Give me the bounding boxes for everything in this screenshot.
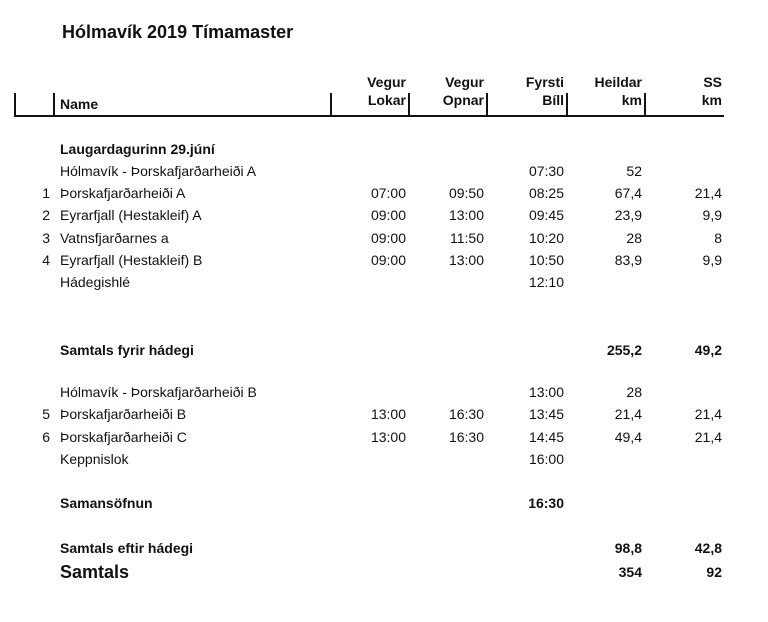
ss-km-cell: 8 [714,230,722,246]
heildar-km-cell: 28 [626,230,642,246]
ss-km-cell: 21,4 [694,185,722,201]
vegur-lokar-cell: 09:00 [370,252,406,268]
heildar-km-cell: 52 [626,163,642,179]
table-row [0,182,768,204]
vegur-lokar-cell: 13:00 [370,429,406,445]
row-name: Þorskafjarðarheiði A [60,185,186,201]
header-vegur-lokar-line1: Vegur [367,74,406,90]
column-divider [330,93,332,116]
table-row [0,204,768,226]
row-number: 3 [42,230,50,246]
table-row [0,381,768,403]
ss-km-cell: 92 [706,564,722,580]
fyrsti-bill-cell: 12:10 [528,274,564,290]
heildar-km-cell: 23,9 [614,207,642,223]
fyrsti-bill-cell: 16:00 [528,451,564,467]
header-heildar-km [572,73,642,109]
table-row [0,138,768,160]
row-number: 2 [42,207,50,223]
heildar-km-cell: 67,4 [614,185,642,201]
column-divider [566,93,568,116]
column-divider [486,93,488,116]
fyrsti-bill-cell: 10:50 [528,252,564,268]
table-row [0,160,768,182]
ss-km-cell: 9,9 [702,207,722,223]
row-name: Hólmavík - Þorskafjarðarheiði A [60,163,257,179]
vegur-lokar-cell: 07:00 [370,185,406,201]
vegur-opnar-cell: 13:00 [448,252,484,268]
header-ss-km-line2: km [701,92,722,108]
row-name: Hádegishlé [60,274,131,290]
fyrsti-bill-cell: 10:20 [528,230,564,246]
column-divider [408,93,410,116]
table-row [0,448,768,470]
column-divider [14,93,16,116]
header-fyrsti-bill [496,73,564,109]
heildar-km-cell: 98,8 [614,540,642,556]
header-fyrsti-bill-line2: Bíll [542,92,564,108]
table-row [0,537,768,559]
row-name: Samansöfnun [60,495,153,511]
vegur-opnar-cell: 09:50 [448,185,484,201]
header-ss-km [652,73,722,109]
header-fyrsti-bill-line1: Fyrsti [525,74,564,90]
vegur-opnar-cell: 16:30 [448,406,484,422]
vegur-opnar-cell: 13:00 [448,207,484,223]
column-divider [644,93,646,116]
fyrsti-bill-cell: 09:45 [528,207,564,223]
header-vegur-lokar [340,73,406,109]
fyrsti-bill-cell: 16:30 [528,495,564,511]
table-row [0,249,768,271]
table-row [0,271,768,293]
row-name: Keppnislok [60,451,129,467]
row-name: Samtals [60,562,130,582]
vegur-lokar-cell: 09:00 [370,230,406,246]
vegur-lokar-cell: 09:00 [370,207,406,223]
vegur-opnar-cell: 11:50 [450,230,484,246]
table-row [0,339,768,361]
row-name: Eyrarfjall (Hestakleif) B [60,252,203,268]
vegur-opnar-cell: 16:30 [448,429,484,445]
ss-km-cell: 49,2 [694,342,722,358]
ss-km-cell: 21,4 [694,429,722,445]
fyrsti-bill-cell: 08:25 [528,185,564,201]
row-number: 4 [42,252,50,268]
heildar-km-cell: 28 [626,384,642,400]
header-heildar-km-line1: Heildar [594,74,642,90]
row-name: Þorskafjarðarheiði C [60,429,187,445]
row-number: 5 [42,406,50,422]
table-row [0,561,768,583]
header-ss-km-line1: SS [703,74,722,90]
header-vegur-lokar-line2: Lokar [367,92,406,108]
table-row [0,492,768,514]
ss-km-cell: 21,4 [694,406,722,422]
row-name: Hólmavík - Þorskafjarðarheiði B [60,384,257,400]
row-number: 6 [42,429,50,445]
table-row [0,227,768,249]
header-vegur-opnar [418,73,484,109]
row-number: 1 [42,185,50,201]
row-name: Þorskafjarðarheiði B [60,406,187,422]
row-name: Laugardagurinn 29.júní [60,141,215,157]
heildar-km-cell: 83,9 [614,252,642,268]
heildar-km-cell: 21,4 [614,406,642,422]
fyrsti-bill-cell: 14:45 [528,429,564,445]
header-name: Name [60,96,99,112]
table-row [0,426,768,448]
header-underline [14,115,724,117]
fyrsti-bill-cell: 13:00 [528,384,564,400]
header-vegur-opnar-line2: Opnar [442,92,484,108]
page-title: Hólmavík 2019 Tímamaster [62,22,294,42]
fyrsti-bill-cell: 07:30 [528,163,564,179]
heildar-km-cell: 354 [618,564,642,580]
row-name: Eyrarfjall (Hestakleif) A [60,207,202,223]
heildar-km-cell: 49,4 [614,429,642,445]
header-vegur-opnar-line1: Vegur [445,74,484,90]
column-divider [53,93,55,116]
ss-km-cell: 42,8 [694,540,722,556]
table-row [0,403,768,425]
fyrsti-bill-cell: 13:45 [528,406,564,422]
row-name: Vatnsfjarðarnes a [60,230,169,246]
heildar-km-cell: 255,2 [606,342,642,358]
ss-km-cell: 9,9 [702,252,722,268]
row-name: Samtals eftir hádegi [60,540,194,556]
header-heildar-km-line2: km [621,92,642,108]
row-name: Samtals fyrir hádegi [60,342,194,358]
vegur-lokar-cell: 13:00 [370,406,406,422]
